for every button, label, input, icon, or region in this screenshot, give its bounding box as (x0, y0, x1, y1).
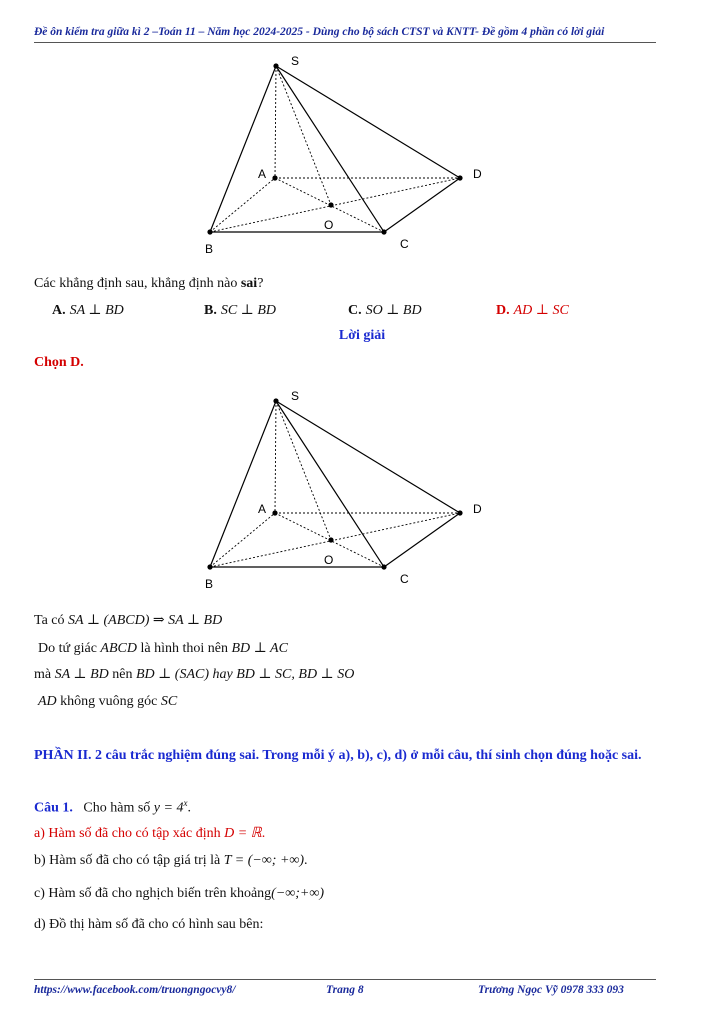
footer-author: Trương Ngọc Vỹ 0978 333 093 (478, 984, 624, 996)
vertex-label-d: D (473, 167, 482, 181)
solution-line-2: Do tứ giác ABCD là hình thoi nên BD ⊥ AC (38, 641, 288, 656)
vertex-label-d: D (473, 502, 482, 516)
solution-line-3: mà SA ⊥ BD nên BD ⊥ (SAC) hay BD ⊥ SC, BD ⊥ SO (34, 667, 355, 682)
option-a[interactable]: A. SA ⊥ BD (52, 303, 124, 318)
vertex-label-c: C (400, 572, 409, 586)
statement-a: a) Hàm số đã cho có tập xác định D = ℝ. (34, 826, 266, 841)
page-number: Trang 8 (326, 984, 364, 996)
vertex-label-a: A (258, 502, 267, 516)
statement-b: b) Hàm số đã cho có tập giá trị là T = (−∞; +∞). (34, 853, 308, 868)
part2-heading: PHẦN II. 2 câu trắc nghiệm đúng sai. Trong mỗi ý a), b), c), d) ở mỗi câu, thí sinh chọn đúng hoặc sai. (34, 748, 642, 763)
pyramid-figure-2 (190, 386, 500, 596)
footer-link[interactable]: https://www.facebook.com/truongngocvy8/ (34, 984, 236, 996)
point-label-o: O (324, 218, 334, 232)
question-prompt: Các khẳng định sau, khẳng định nào sai? (34, 276, 264, 291)
pyramid-diagram (190, 50, 500, 260)
option-b[interactable]: B. SC ⊥ BD (204, 303, 277, 318)
question-1: Câu 1. Cho hàm số $y = 4^x$. (34, 798, 191, 816)
footer-divider (34, 979, 656, 980)
vertex-label-s: S (291, 389, 300, 403)
solution-line-4: AD không vuông góc SC (38, 694, 178, 709)
vertex-label-s: S (291, 54, 300, 68)
vertex-label-c: C (400, 237, 409, 251)
answer-options (0, 302, 724, 322)
option-c[interactable]: C. SO ⊥ BD (348, 303, 422, 318)
statement-c: c) Hàm số đã cho nghịch biến trên khoảng(−∞;+∞) (34, 886, 324, 901)
pyramid-diagram-solution (190, 386, 500, 596)
solution-line-1: Ta có SA ⊥ (ABCD) ⇒ SA ⊥ BD (34, 613, 223, 628)
option-d[interactable]: D. AD ⊥ SC (496, 303, 569, 318)
point-label-o: O (324, 553, 334, 567)
solution-choice: Chọn D. (34, 355, 84, 370)
pyramid-figure-1 (190, 50, 500, 260)
vertex-label-a: A (258, 167, 267, 181)
header-divider (34, 42, 656, 43)
vertex-label-b: B (205, 242, 214, 256)
page-header: Đề ôn kiểm tra giữa kì 2 –Toán 11 – Năm học 2024-2025 - Dùng cho bộ sách CTST và KNTT- Đề gồm 4 phần có lời giải (34, 26, 605, 38)
vertex-label-b: B (205, 577, 214, 591)
statement-d: d) Đồ thị hàm số đã cho có hình sau bên: (34, 917, 264, 932)
solution-title: Lời giải (338, 328, 386, 343)
